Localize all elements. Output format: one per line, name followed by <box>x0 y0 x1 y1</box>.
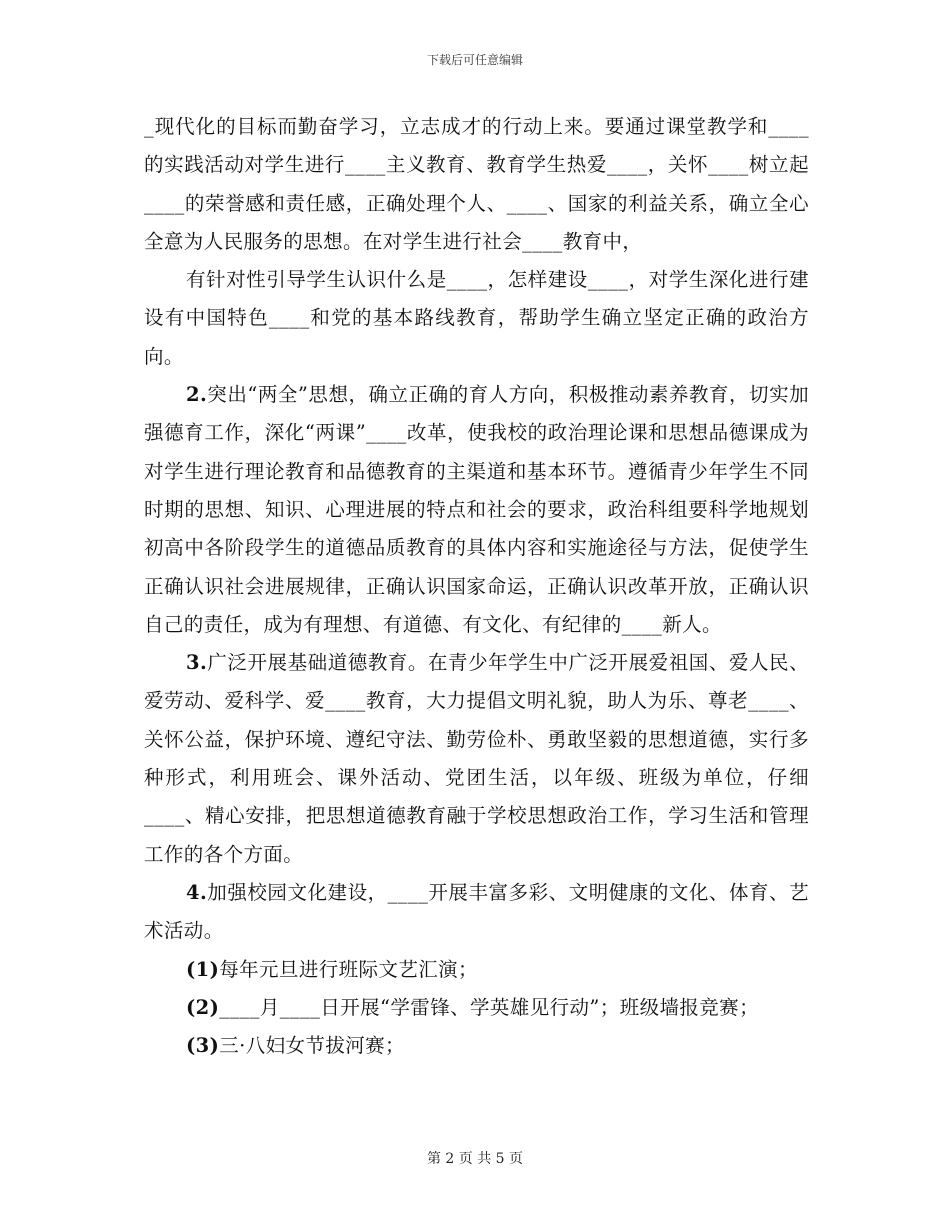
paragraph-item-3 <box>144 644 809 874</box>
list-number: (2) <box>186 995 220 1019</box>
list-item-2 <box>144 989 809 1027</box>
item-text: 加强校园文化建设，____开展丰富多彩、文明健康的文化、体育、艺术活动。 <box>144 880 809 943</box>
list-item-3 <box>144 1027 809 1065</box>
item-number: 4. <box>186 880 208 904</box>
page-header: 下载后可任意编辑 <box>426 53 523 67</box>
paragraph-item-4 <box>144 874 809 951</box>
page-footer: 第 2 页 共 5 页 <box>426 1151 524 1167</box>
list-item-1 <box>144 951 809 989</box>
document-body <box>144 108 809 1065</box>
paragraph-political-direction: 有针对性引导学生认识什么是____，怎样建设____，对学生深化进行建设有中国特色____和党的基本路线教育，帮助学生确立坚定正确的政治方向。 <box>144 268 809 368</box>
item-number: 3. <box>186 651 208 675</box>
list-text: ____月____日开展“学雷锋、学英雄见行动”；班级墙报竞赛； <box>219 995 759 1019</box>
item-number: 2. <box>186 383 208 407</box>
item-text: 突出“两全”思想，确立正确的育人方向，积极推动素养教育，切实加强德育工作，深化“两课”____改革，使我校的政治理论课和思想品德课成为对学生进行理论教育和品德教育的主渠道和基本环节。遵循青少年学生不同时期的思想、知识、心理进展的特点和社会的要求，政治科组要科学地规划初高中各阶段学生的道德品质教育的具体内容和实施途径与方法，促使学生正确认识社会进展规律，正确认识国家命运，正确认识改革开放，正确认识自己的责任，成为有理想、有道德、有文化、有纪律的____新人。 <box>144 383 809 636</box>
item-text: 广泛开展基础道德教育。在青少年学生中广泛开展爱祖国、爱人民、爱劳动、爱科学、爱____教育，大力提倡文明礼貌，助人为乐、尊老____、关怀公益，保护环境、遵纪守法、勤劳俭朴、勇敢坚毅的思想道德，实行多种形式，利用班会、课外活动、党团生活，以年级、班级为单位，仔细____、精心安排，把思想道德教育融于学校思想政治工作，学习生活和管理工作的各个方面。 <box>144 651 809 866</box>
list-number: (3) <box>186 1034 220 1058</box>
list-text: 每年元旦进行班际文艺汇演； <box>219 957 478 981</box>
list-text: 三·八妇女节拔河赛； <box>219 1034 405 1058</box>
list-number: (1) <box>186 957 220 981</box>
paragraph-item-2 <box>144 376 809 644</box>
paragraph-continuation: _现代化的目标而勤奋学习，立志成才的行动上来。要通过课堂教学和____的实践活动对学生进行____主义教育、教育学生热爱____，关怀____树立起____的荣誉感和责任感，正确处理个人、____、国家的利益关系，确立全心全意为人民服务的思想。在对学生进行社会____教育中， <box>144 115 809 253</box>
